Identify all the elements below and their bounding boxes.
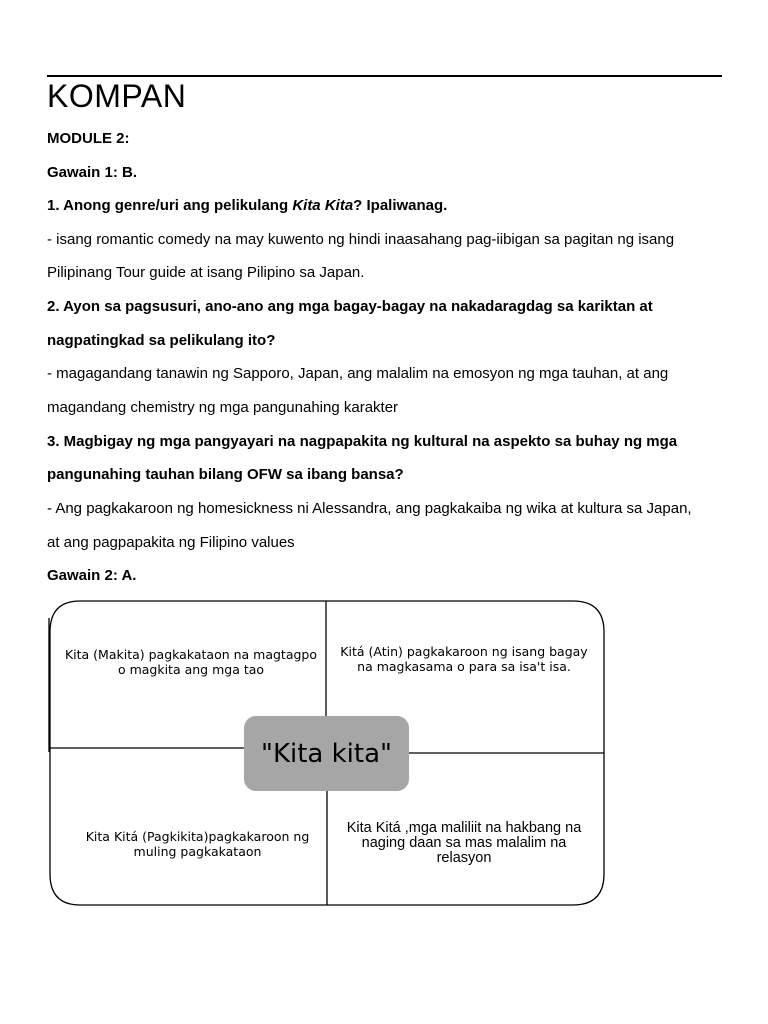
answer-1-line-1: - isang romantic comedy na may kuwento ng hindi inaasahang pag-iibigan sa pagitan ng isang (47, 231, 675, 248)
bottom-right-line-1: Kita Kitá ,mga maliliit na hakbang na (346, 820, 582, 836)
answer-3-line-2: at ang pagpapakita ng Filipino values (47, 534, 295, 551)
top-right-line-1: Kitá (Atin) pagkakaroon ng isang bagay (340, 644, 588, 659)
question-3-line-2: pangunahing tauhan bilang OFW sa ibang bansa? (47, 466, 404, 483)
gawain1-heading: Gawain 1: B. (47, 164, 138, 181)
top-right-definition (333, 644, 595, 674)
bottom-right-definition (333, 821, 595, 866)
top-left-definition (60, 647, 322, 677)
question-2-line-1: 2. Ayon sa pagsusuri, ano-ano ang mga bagay-bagay na nakadaragdag sa kariktan at (47, 298, 653, 315)
answer-1-line-2: Pilipinang Tour guide at isang Pilipino sa Japan. (47, 264, 365, 281)
page-title: KOMPAN (47, 78, 187, 114)
answer-2-line-1: - magagandang tanawin ng Sapporo, Japan, ang malalim na emosyon ng mga tauhan, at ang (47, 365, 669, 382)
module-heading: MODULE 2: (47, 130, 130, 147)
top-left-line-1: Kita (Makita) pagkakataon na magtagpo (64, 647, 318, 662)
center-term-box: "Kita kita" (244, 716, 409, 791)
top-left-line-2: o magkita ang mga tao (117, 662, 265, 677)
bottom-right-line-2: naging daan sa mas malalim na (361, 835, 567, 851)
question-1 (47, 197, 447, 215)
answer-3-line-1: - Ang pagkakaroon ng homesickness ni Alessandra, ang pagkakaiba ng wika at kultura sa Japan, (47, 500, 692, 517)
question-1-post: ? Ipaliwanag. (353, 197, 448, 214)
gawain2-heading: Gawain 2: A. (47, 567, 137, 584)
question-1-film-title: Kita Kita (292, 197, 354, 214)
question-3-line-1: 3. Magbigay ng mga pangyayari na nagpapakita ng kultural na aspekto sa buhay ng mga (47, 433, 678, 450)
top-right-line-2: na magkasama o para sa isa't isa. (357, 659, 571, 674)
answer-2-line-2: magandang chemistry ng mga pangunahing karakter (47, 399, 399, 416)
question-2-line-2: nagpatingkad sa pelikulang ito? (47, 332, 276, 349)
question-1-pre: 1. Anong genre/uri ang pelikulang (47, 197, 293, 214)
bottom-left-definition (60, 829, 335, 859)
bottom-left-line-2: muling pagkakataon (133, 844, 262, 859)
bottom-right-line-3: relasyon (436, 850, 492, 866)
bottom-left-line-1: Kita Kitá (Pagkikita)pagkakaroon ng (85, 829, 310, 844)
